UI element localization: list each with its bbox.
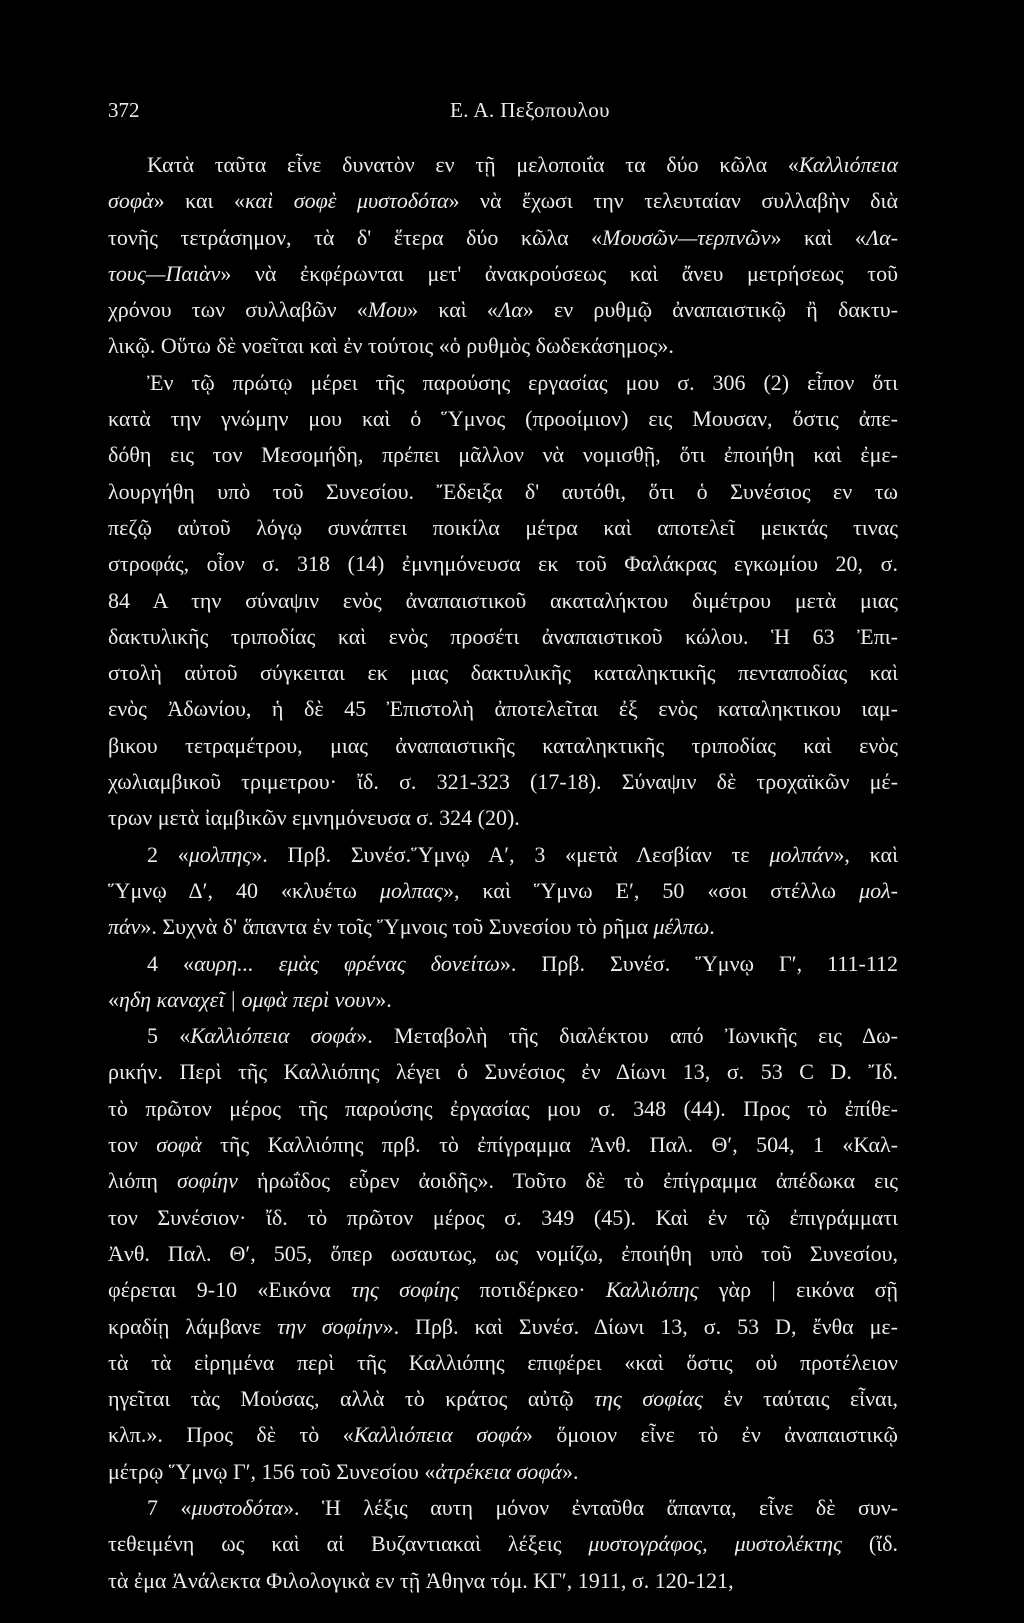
text-segment: τῆς Καλλιόπης πρβ. τὸ ἐπίγραμμα Ἀνθ. Παλ. Θ′, 504, 1 «Καλ-	[201, 1132, 898, 1158]
text-line	[108, 764, 898, 800]
text-line	[108, 1163, 898, 1199]
italic-text: την σοφίην	[277, 1313, 383, 1339]
text-line	[108, 1563, 898, 1599]
text-line	[108, 1054, 898, 1090]
italic-text: Καλλιόπεια	[798, 152, 898, 177]
text-line	[108, 510, 898, 546]
text-line	[108, 909, 898, 945]
text-segment: .	[709, 914, 715, 940]
text-segment: ». Συχνὰ δ' ἅπαντα ἐν τοῖς Ὕμνοις τοῦ Συνεσίου τὸ ρῆμα	[140, 914, 654, 940]
text-segment: Ἐν τῷ πρώτῳ μέρει τῆς παρούσης εργασίας μου σ. 306 (2) εἶπον ὅτι	[147, 369, 898, 395]
text-segment: », καὶ	[833, 841, 898, 867]
text-segment: ». Πρβ. Συνέσ. Ὕμνῳ Γ′, 111-112	[499, 950, 899, 976]
italic-text: ἀτρέκεια σοφά	[435, 1458, 562, 1484]
text-segment: βικου τετραμέτρου, μιας ἀναπαιστικῆς καταληκτικῆς τριποδίας καὶ ενὸς	[108, 732, 898, 758]
text-segment: τρων μετὰ ἰαμβικῶν εμνημόνευσα σ. 324 (20).	[108, 805, 520, 831]
paragraph	[108, 365, 898, 837]
text-segment: φέρεται 9-10 «Εικόνα	[108, 1277, 352, 1303]
text-line	[108, 1454, 898, 1490]
text-line	[108, 982, 898, 1018]
text-segment: » εν ρυθμῷ ἀναπαιστικῷ ἢ δακτυ-	[522, 297, 898, 323]
text-segment: τὰ ἐμα Ἀνάλεκτα Φιλολογικὰ εν τῇ Ἀθηνα τόμ. ΚΓ′, 1911, σ. 120-121,	[108, 1567, 734, 1593]
text-line	[108, 691, 898, 727]
italic-text: σοφὰ	[156, 1132, 202, 1158]
text-line	[108, 437, 898, 473]
italic-text: μολ-	[859, 877, 898, 903]
italic-text: Λα-	[865, 224, 898, 250]
text-segment: μέτρῳ Ὕμνῳ Γ′, 156 τοῦ Συνεσίου «	[108, 1458, 436, 1484]
text-line	[108, 1200, 898, 1236]
italic-text: Μου	[367, 297, 408, 323]
text-segment: στολὴ αὐτοῦ σύγκειται εκ μιας δακτυλικῆς καταληκτικῆς πενταποδίας καὶ	[108, 660, 898, 686]
text-line	[108, 583, 898, 619]
text-segment: 2 «	[147, 841, 189, 867]
text-line	[108, 1018, 898, 1054]
italic-text: μέλπω	[653, 914, 710, 940]
text-segment: Ἀνθ. Παλ. Θ′, 505, ὅπερ ωσαυτως, ως νομίζω, ἐποιήθη υπὸ τοῦ Συνεσίου,	[108, 1240, 898, 1266]
italic-text: Καλλιόπης	[605, 1277, 699, 1303]
text-segment: » νὰ ἔχωσι την τελευταίαν συλλαβὴν διὰ	[448, 188, 898, 214]
text-segment: πεζῷ αὐτοῦ λόγῳ συνάπτει ποικίλα μέτρα καὶ αποτελεῖ μεικτάς τινας	[108, 514, 898, 540]
italic-text: πάν	[108, 914, 141, 940]
text-segment: Κατὰ ταῦτα εἶνε δυνατὸν εν τῇ μελοποιΐα τα δύο κῶλα «	[147, 152, 799, 177]
text-segment: δόθη εις τον Μεσομήδη, πρέπει μᾶλλον νὰ νομισθῇ, ὅτι ἐποιήθη καὶ ἐμε-	[108, 442, 898, 468]
text-line	[108, 1236, 898, 1272]
italic-text: Καλλιόπεια σοφά	[353, 1422, 522, 1448]
text-line	[108, 1309, 898, 1345]
paragraph	[108, 1490, 898, 1599]
text-segment: » καὶ «	[407, 297, 498, 323]
text-segment: τὸ πρῶτον μέρος τῆς παρούσης ἐργασίας μου σ. 348 (44). Προς τὸ ἐπίθε-	[108, 1095, 898, 1121]
text-line	[108, 1526, 898, 1562]
text-segment: ενὸς Ἀδωνίου, ἡ δὲ 45 Ἐπιστολὴ ἀποτελεῖται ἐξ ενὸς καταληκτικου ιαμ-	[108, 696, 898, 722]
text-line	[108, 837, 898, 873]
text-segment: ποτιδέρκεο·	[459, 1277, 606, 1303]
italic-text: μυστοδότα	[191, 1494, 283, 1520]
paragraph	[108, 147, 898, 365]
text-segment: τεθειμένη ως καὶ αἱ Βυζαντιακαὶ λέξεις	[108, 1531, 589, 1557]
text-segment: », καὶ Ὕμνω Ε′, 50 «σοι στέλλω	[442, 877, 860, 903]
italic-text: Καλλιόπεια σοφά	[190, 1023, 357, 1049]
italic-text: της σοφίης	[351, 1277, 460, 1303]
text-segment: λικῷ. Οὕτω δὲ νοεῖται καὶ ἐν τούτοις «ὁ ρυθμὸς δωδεκάσημος».	[108, 333, 674, 359]
text-line	[108, 474, 898, 510]
italic-text: σοφίην	[177, 1168, 238, 1194]
text-line	[108, 147, 898, 183]
text-segment: » και «	[153, 188, 245, 214]
italic-text: της σοφίας	[594, 1386, 703, 1412]
text-segment: 4 «	[147, 950, 195, 976]
text-line	[108, 1490, 898, 1526]
italic-text: τους—Παιὰν	[108, 260, 221, 286]
italic-text: Λα	[497, 297, 523, 323]
text-line	[108, 1381, 898, 1417]
text-segment: ». Ἡ λέξις αυτη μόνον ἐνταῦθα ἅπαντα, εἶνε δὲ συν-	[283, 1494, 898, 1520]
text-line	[108, 946, 898, 982]
text-segment: κλπ.». Προς δὲ τὸ «	[108, 1422, 354, 1448]
text-line	[108, 328, 898, 364]
italic-text: μυστογράφος, μυστολέκτης	[588, 1531, 842, 1557]
text-segment: στροφάς, οἷον σ. 318 (14) ἐμνημόνευσα εκ τοῦ Φαλάκρας εγκωμίου 20, σ.	[108, 551, 898, 577]
text-segment: 7 «	[147, 1494, 192, 1520]
text-segment: ηγεῖται τὰς Μούσας, αλλὰ τὸ κράτος αὐτῷ	[108, 1386, 595, 1412]
italic-text: αυρη... εμὰς φρένας δονείτω	[194, 950, 500, 976]
text-segment: ἐν ταύταις εἶναι,	[702, 1386, 898, 1412]
text-segment: ». Πρβ. καὶ Συνέσ. Δίωνι 13, σ. 53 D, ἔνθα με-	[382, 1313, 898, 1339]
text-line	[108, 256, 898, 292]
running-title: Ε. Α. Πεξοπουλου	[450, 98, 610, 122]
text-segment: 84 Α την σύναψιν ενὸς ἀναπαιστικοῦ ακαταλήκτου διμέτρου μετὰ μιας	[108, 587, 898, 613]
text-segment: χωλιαμβικοῦ τριμετρου· ἴδ. σ. 321-323 (17-18). Σύναψιν δὲ τροχαϊκῶν μέ-	[108, 769, 898, 795]
italic-text: μολπης	[188, 841, 252, 867]
text-segment: τον Συνέσιον· ἴδ. τὸ πρῶτον μέρος σ. 349 (45). Καὶ ἐν τῷ ἐπιγράμματι	[108, 1204, 898, 1230]
text-segment: 5 «	[147, 1023, 191, 1049]
text-segment: ἡρωΐδος εὗρεν ἀοιδῆς». Τοῦτο δὲ τὸ ἐπίγραμμα ἀπέδωκα εις	[237, 1168, 898, 1194]
text-segment: ρικήν. Περὶ τῆς Καλλιόπης λέγει ὁ Συνέσιος ἐν Δίωνι 13, σ. 53 C D. Ἴδ.	[108, 1059, 898, 1085]
text-segment: » ὅμοιον εἶνε τὸ ἐν ἀναπαιστικῷ	[521, 1422, 898, 1448]
text-line	[108, 1417, 898, 1453]
italic-text: μολπάν	[769, 841, 834, 867]
text-segment: κατὰ την γνώμην μου καὶ ὁ Ὕμνος (προοίμιον) εις Μουσαν, ὅστις ἀπε-	[108, 406, 898, 432]
text-segment: ».	[375, 986, 392, 1012]
italic-text: μολπας	[379, 877, 443, 903]
text-segment: τὰ τὰ εἰρημένα περὶ τῆς Καλλιόπης επιφέρει «καὶ ὅστις οὐ προτέλειον	[108, 1349, 898, 1375]
text-line	[108, 183, 898, 219]
text-segment: δακτυλικῆς τριποδίας καὶ ενὸς προσέτι ἀναπαιστικοῦ κώλου. Ἡ 63 Ἐπι-	[108, 623, 898, 649]
text-segment: χρόνου των συλλαβῶν «	[108, 297, 368, 323]
text-segment: » καὶ «	[770, 224, 866, 250]
italic-text: ηδη καναχεῖ | ομφὰ περὶ νουν	[119, 986, 376, 1012]
text-line	[108, 655, 898, 691]
text-line	[108, 1345, 898, 1381]
text-line	[108, 365, 898, 401]
paragraph	[108, 1018, 898, 1490]
text-segment: » νὰ ἐκφέρωνται μετ' ἀνακρούσεως καὶ ἄνευ μετρήσεως τοῦ	[220, 260, 898, 286]
text-line	[108, 292, 898, 328]
text-segment: ».	[561, 1458, 579, 1484]
text-segment: γὰρ | εικόνα σῇ	[698, 1277, 898, 1303]
text-line	[108, 728, 898, 764]
text-line	[108, 1127, 898, 1163]
paragraph	[108, 946, 898, 1019]
text-segment: λουργήθη υπὸ τοῦ Συνεσίου. Ἔδειξα δ' αυτόθι, ὅτι ὁ Συνέσιος εν τω	[108, 478, 898, 504]
paragraph	[108, 837, 898, 946]
text-segment: λιόπη	[108, 1168, 178, 1194]
page-number: 372	[108, 98, 140, 122]
text-segment: κραδίῃ λάμβανε	[108, 1313, 278, 1339]
text-segment: ». Μεταβολὴ τῆς διαλέκτου από Ἰωνικῆς εις Δω-	[356, 1023, 898, 1049]
text-line	[108, 1272, 898, 1308]
italic-text: Μουσῶν—τερπνῶν	[602, 224, 771, 250]
text-segment: (ἴδ.	[841, 1531, 898, 1557]
text-line	[108, 401, 898, 437]
text-line	[108, 1091, 898, 1127]
text-segment: Ὕμνῳ Δ′, 40 «κλυέτω	[108, 877, 380, 903]
text-line	[108, 220, 898, 256]
text-segment: τονῆς τετράσημον, τὰ δ' ἕτερα δύο κῶλα «	[108, 224, 603, 250]
text-line	[108, 546, 898, 582]
italic-text: σοφὰ	[108, 188, 154, 214]
text-line	[108, 800, 898, 836]
body-text	[108, 147, 898, 1599]
text-segment: τον	[108, 1132, 157, 1158]
text-segment: «	[108, 986, 119, 1012]
text-line	[108, 873, 898, 909]
italic-text: καὶ σοφὲ μυστοδότα	[245, 188, 449, 214]
text-segment: ». Πρβ. Συνέσ.Ὕμνῳ Α′, 3 «μετὰ Λεσβίαν τε	[251, 841, 770, 867]
text-line	[108, 619, 898, 655]
